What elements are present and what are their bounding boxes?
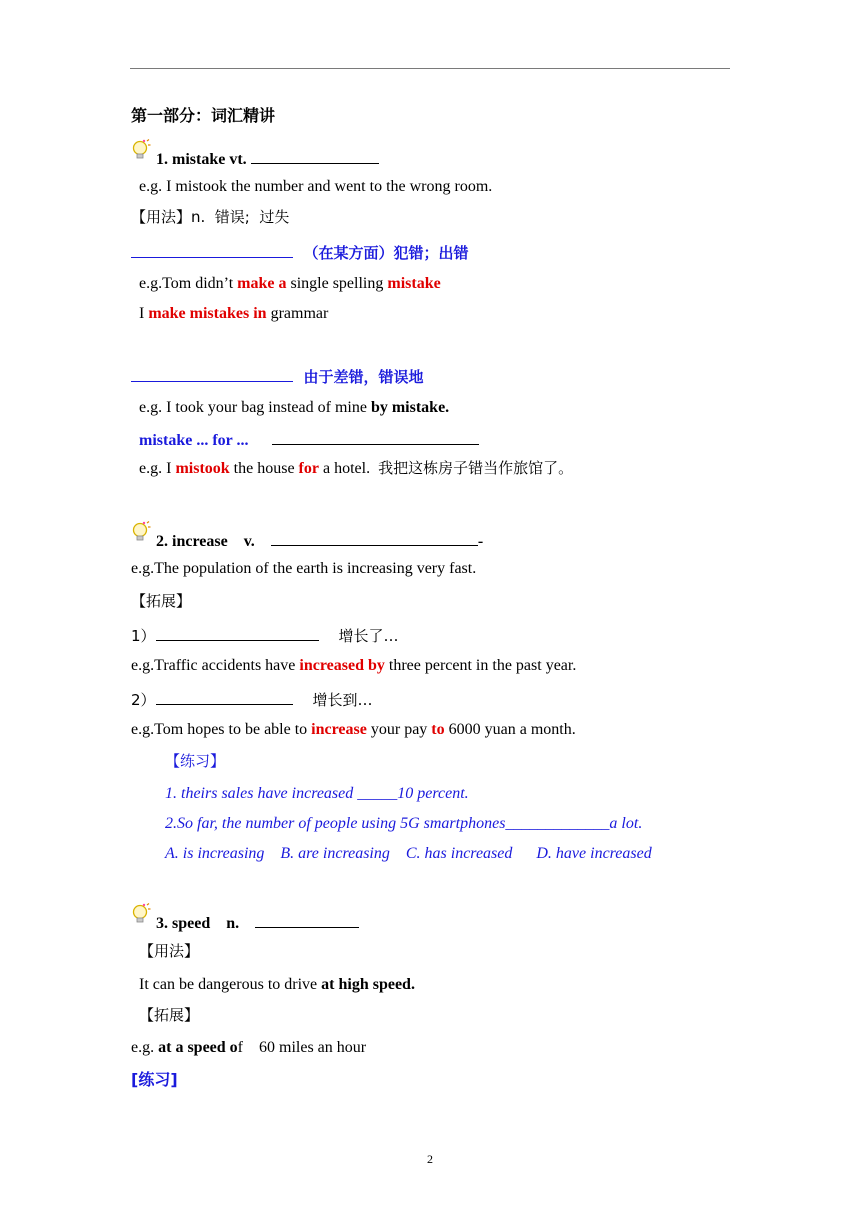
s2-example-2: e.g.Traffic accidents have increased by three percent in the past year.	[131, 657, 577, 674]
s1-heading: 1. mistake vt.	[156, 147, 379, 170]
blank-answer[interactable]	[156, 688, 293, 705]
page-number: 2	[427, 1152, 433, 1166]
blank-answer[interactable]	[131, 365, 293, 382]
s3-example-1: It can be dangerous to drive at high speed.	[139, 976, 415, 993]
s2-question-1: 1. theirs sales have increased _____10 percent.	[165, 785, 469, 802]
s1-example-3: I make mistakes in grammar	[139, 305, 329, 322]
lightbulb-icon	[131, 903, 151, 925]
s1-phrase-3: mistake ... for ...	[139, 428, 479, 451]
header-rule	[130, 68, 730, 69]
blank-answer[interactable]	[271, 529, 478, 546]
s2-example-1: e.g.The population of the earth is increasing very fast.	[131, 560, 477, 577]
lightbulb-icon	[131, 521, 151, 543]
section-title: 第一部分：词汇精讲	[131, 106, 276, 125]
lightbulb-icon	[131, 139, 151, 161]
s2-item-2: 2） 增长到…	[131, 688, 373, 711]
blank-answer[interactable]	[156, 624, 319, 641]
s1-example-2: e.g.Tom didn’t make a single spelling mistake	[139, 275, 441, 292]
blank-answer[interactable]	[255, 911, 359, 928]
s3-usage: 【用法】	[139, 942, 200, 960]
s2-example-3: e.g.Tom hopes to be able to increase your pay to 6000 yuan a month.	[131, 721, 576, 738]
s3-example-2: e.g. at a speed of 60 miles an hour	[131, 1039, 367, 1056]
s1-example-1: e.g. I mistook the number and went to the wrong room.	[139, 178, 493, 195]
s1-phrase-1: （在某方面）犯错；出错	[131, 241, 468, 264]
blank-answer[interactable]	[272, 428, 479, 445]
blank-answer[interactable]	[131, 241, 293, 258]
s3-expand: 【拓展】	[139, 1006, 200, 1024]
s3-practice-label: [练习]	[131, 1070, 178, 1089]
s2-options: A. is increasing B. are increasing C. has increased D. have increased	[165, 845, 652, 862]
s3-heading: 3. speed n.	[156, 911, 359, 934]
s1-example-4: e.g. I took your bag instead of mine by mistake.	[139, 399, 450, 416]
s2-expand: 【拓展】	[131, 592, 192, 610]
s2-heading: 2. increase v. -	[156, 529, 483, 552]
s2-question-2: 2.So far, the number of people using 5G smartphones_____________a lot.	[165, 815, 643, 832]
s1-example-5: e.g. I mistook the house for a hotel. 我把这栋房子错当作旅馆了。	[139, 459, 574, 477]
blank-answer[interactable]	[251, 147, 379, 164]
s2-practice-label: 【练习】	[165, 752, 226, 770]
s1-phrase-2: 由于差错，错误地	[131, 365, 423, 388]
s2-item-1: 1） 增长了…	[131, 624, 399, 647]
s1-usage: 【用法】n. 错误; 过失	[131, 208, 290, 226]
